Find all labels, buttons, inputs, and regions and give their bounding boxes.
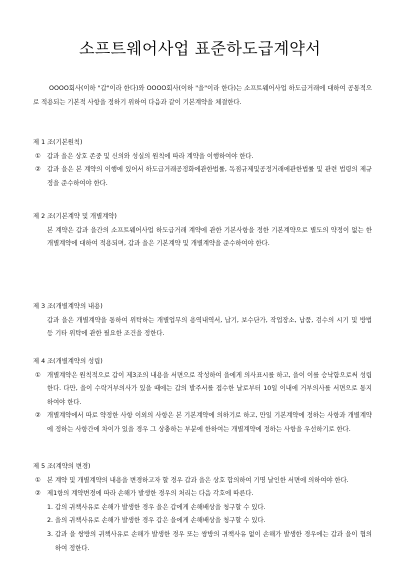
clause: ① 갑과 을은 상호 존중 및 신의와 성실의 원칙에 따라 계약을 이행하여야 한다.: [35, 152, 254, 160]
clause: ① 본 계약 및 개별계약의 내용을 변경하고자 할 경우 갑과 을은 상호 합의하여 기명 날인한 서면에 의하여야 한다.: [35, 476, 349, 484]
article-2: [33, 210, 372, 251]
article-heading: 제 2 조(기본계약 및 개별계약): [33, 213, 117, 220]
article-heading: 제 5 조(계약의 변경): [33, 463, 91, 470]
article-3: [33, 300, 372, 341]
article-body: 갑과 을은 개별계약을 통하여 위탁하는 개별업무의 용역내역서, 납기, 보수단가, 작업장소, 납품, 검수의 시기 및 방법 등 기타 위탁에 관한 필요한 조건을 정한다.: [47, 316, 372, 338]
article-heading: 제 3 조(개별계약의 내용): [33, 303, 103, 310]
intro-paragraph: OOOO회사(이하 "갑"이라 한다)와 OOOO회사(이하 "을"이라 한다)는 소프트웨어사업 하도급거래에 대하여 공통적으로 적용되는 기본적 사항을 정하기 위하여 다음과 같이 기본계약을 체결한다.: [33, 85, 372, 106]
clause: ② 개별계약에서 따로 약정한 사항 이외의 사항은 본 기본계약에 의하기로 하고, 만일 기본계약에 정하는 사항과 개별계약에 정하는 사항간에 차이가 있을 경우 그 상충하는 부분에 한하여는 개별계약에 정하는 사항을 우선하기로 한다.: [35, 412, 372, 433]
clause: ② 갑과 을은 본 계약의 이행에 있어서 하도급거래공정화에관한법률, 독점규제및공정거래에관한법률 및 관련 법령의 제규정을 준수하여야 한다.: [35, 166, 372, 187]
document-title: 소프트웨어사업 표준하도급계약서: [79, 39, 321, 58]
clause: ① 개별계약은 원칙적으로 갑이 제3조의 내용을 서면으로 작성하여 을에게 의사표시를 하고, 을이 이를 승낙함으로써 성립한다. 다만, 을이 수락거부의사가 있을 때에는 갑의 발주서를 접수한 날로부터 10일 이내에 거부의사를 서면으로 통지하여야 한다.: [35, 371, 372, 406]
article-4: [33, 355, 372, 437]
article-heading: 제 4 조(개별계약의 성립): [33, 358, 103, 365]
subclause: 2. 을의 귀책사유로 손해가 발생한 경우 갑은 을에게 손해배상을 청구할 수 있다.: [47, 517, 266, 525]
article-5: [33, 460, 372, 555]
article-1: [33, 136, 372, 190]
clause: ② 제1항의 계약변경에 따라 손해가 발생한 경우의 처리는 다음 각호에 따른다.: [35, 490, 254, 498]
article-heading: 제 1 조(기본원칙): [33, 139, 83, 146]
article-body: 본 계약은 갑과 을간의 소프트웨어사업 하도급거래 계약에 관한 기본사항을 정한 기본계약으로 별도의 약정이 없는 한 개별계약에 대하여 적용되며, 갑과 을은 기본계약 및 개별계약을 준수하여야 한다.: [47, 226, 372, 248]
subclause: 1. 갑의 귀책사유로 손해가 발생한 경우 을은 갑에게 손해배상을 청구할 수 있다.: [47, 503, 266, 511]
subclause: 3. 갑과 을 쌍방의 귀책사유로 손해가 발생한 경우 또는 쌍방의 귀책사유 없이 손해가 발생한 경우에는 갑과 을이 협의하여 정한다.: [47, 530, 372, 552]
